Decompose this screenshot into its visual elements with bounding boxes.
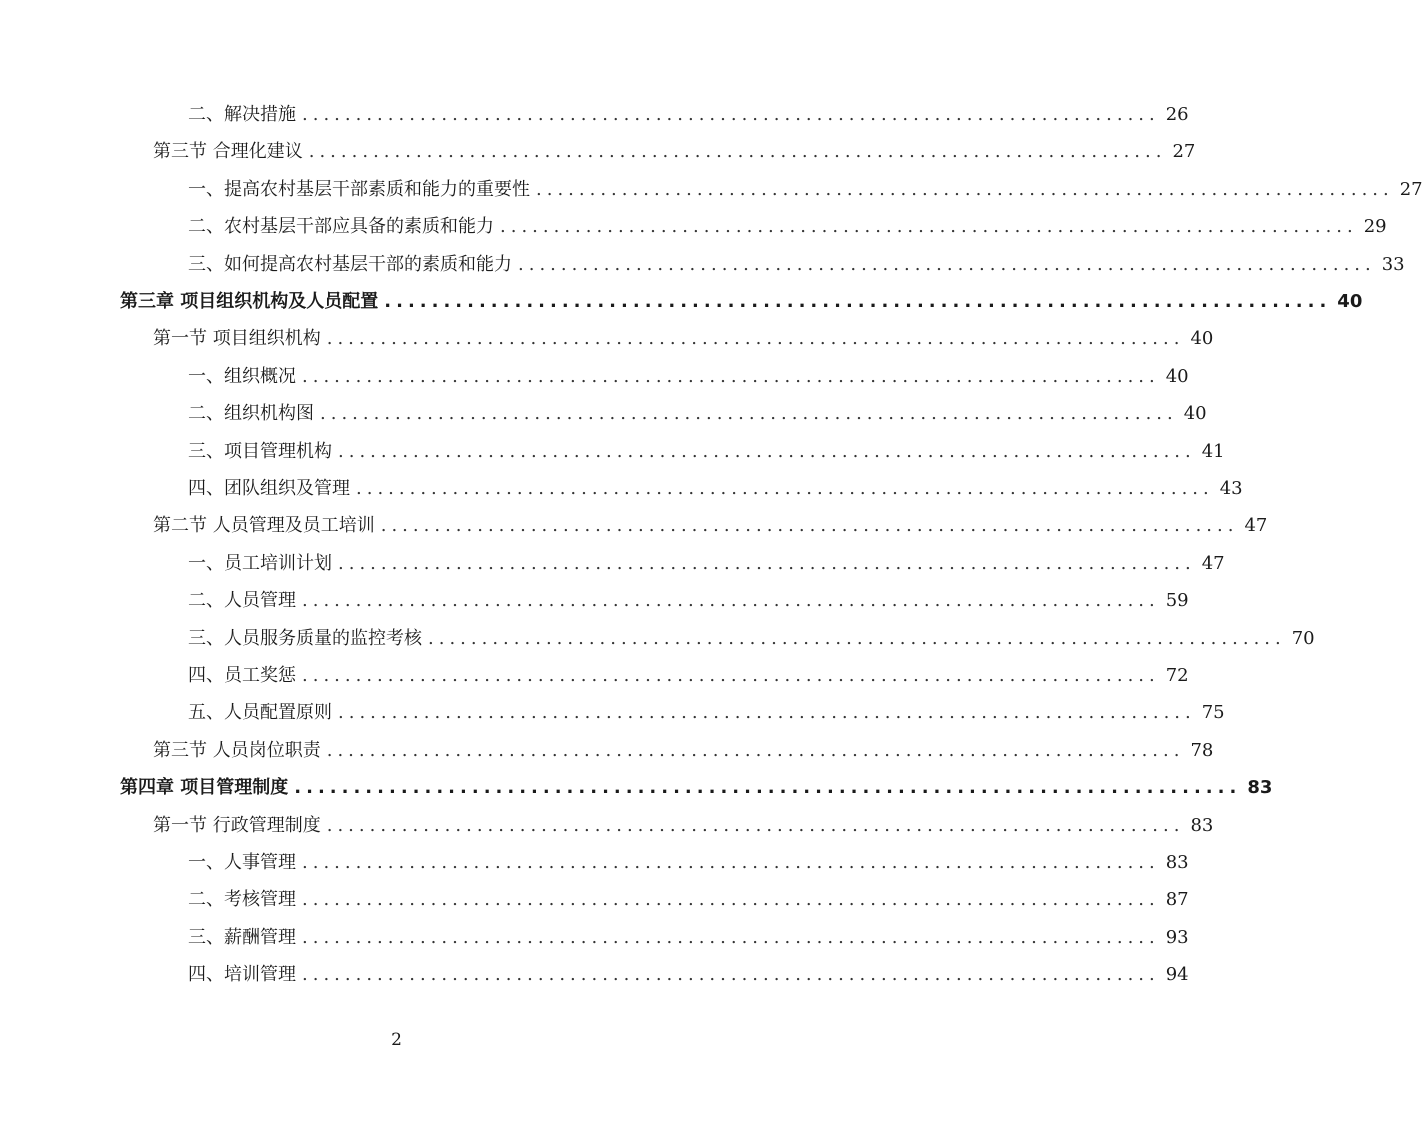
toc-dot-leader: ................................................................................ (326, 739, 1185, 761)
toc-dot-leader: ................................................................................ (428, 627, 1286, 649)
toc-item-entry[interactable] (188, 661, 1189, 691)
toc-section-entry[interactable] (153, 736, 1214, 766)
toc-dot-leader: ................................................................................ (302, 964, 1160, 986)
toc-page-number: 27 (1399, 178, 1423, 200)
toc-entry-label: 一、人事管理 (188, 852, 296, 873)
toc-page-number: 83 (1165, 852, 1189, 873)
toc-page-number: 70 (1291, 627, 1315, 649)
toc-item-entry[interactable] (188, 175, 1423, 205)
toc-entry-label: 一、组织概况 (188, 365, 296, 387)
toc-dot-leader: ................................................................................ (302, 852, 1160, 873)
toc-dot-leader: ................................................................................ (326, 328, 1185, 350)
toc-entry-label: 第三节 合理化建议 (153, 141, 303, 163)
toc-page-number: 83 (1190, 814, 1214, 836)
toc-dot-leader: ................................................................................ (338, 552, 1196, 574)
toc-page-number: 33 (1381, 253, 1405, 275)
toc-item-entry[interactable] (188, 362, 1189, 392)
toc-item-entry[interactable] (188, 624, 1315, 654)
page-number: 2 (391, 1030, 402, 1050)
toc-item-entry[interactable] (188, 474, 1243, 504)
toc-dot-leader: ................................................................................ (338, 702, 1196, 724)
toc-item-entry[interactable] (188, 848, 1189, 878)
toc-dot-leader: ................................................................................ (380, 515, 1239, 537)
toc-page-number: 26 (1165, 104, 1189, 125)
toc-chapter-entry[interactable] (120, 287, 1363, 317)
toc-item-entry[interactable] (188, 549, 1225, 579)
toc-dot-leader: ................................................................................ (308, 141, 1167, 163)
toc-entry-label: 二、解决措施 (188, 104, 296, 125)
toc-dot-leader: ................................................................................ (536, 178, 1394, 200)
toc-page-number: 40 (1165, 365, 1189, 387)
toc-entry-label: 一、提高农村基层干部素质和能力的重要性 (188, 178, 530, 200)
toc-entry-label: 二、农村基层干部应具备的素质和能力 (188, 216, 494, 238)
toc-entry-label: 三、人员服务质量的监控考核 (188, 627, 422, 649)
toc-page-number: 87 (1165, 889, 1189, 911)
toc-item-entry[interactable] (188, 960, 1189, 990)
toc-dot-leader: ................................................................................ (294, 777, 1242, 799)
toc-page-number: 41 (1201, 440, 1225, 462)
toc-dot-leader: ................................................................................ (302, 365, 1160, 387)
toc-dot-leader: ................................................................................ (302, 889, 1160, 911)
toc-dot-leader: ................................................................................ (320, 403, 1178, 425)
toc-dot-leader: ................................................................................ (500, 216, 1358, 238)
toc-entry-label: 第一节 行政管理制度 (153, 814, 321, 836)
toc-dot-leader: ................................................................................ (302, 590, 1160, 612)
toc-page-number: 83 (1247, 777, 1273, 799)
toc-entry-label: 三、薪酬管理 (188, 926, 296, 948)
toc-dot-leader: ................................................................................ (302, 665, 1160, 686)
toc-page-number: 47 (1201, 552, 1225, 574)
toc-entry-label: 第二节 人员管理及员工培训 (153, 515, 375, 537)
toc-section-entry[interactable] (153, 811, 1214, 841)
toc-page-number: 93 (1165, 926, 1189, 948)
toc-entry-label: 二、组织机构图 (188, 403, 314, 425)
toc-section-entry[interactable] (153, 137, 1196, 167)
toc-item-entry[interactable] (188, 250, 1405, 280)
toc-page-number: 78 (1190, 739, 1214, 761)
toc-dot-leader: ................................................................................ (356, 478, 1214, 499)
toc-entry-label: 第三节 人员岗位职责 (153, 739, 321, 761)
toc-entry-label: 二、人员管理 (188, 590, 296, 612)
toc-page-number: 94 (1165, 964, 1189, 986)
toc-dot-leader: ................................................................................ (302, 104, 1160, 125)
toc-item-entry[interactable] (188, 437, 1225, 467)
toc-page-number: 40 (1337, 291, 1363, 312)
toc-page-number: 27 (1172, 141, 1196, 163)
toc-dot-leader: ................................................................................ (384, 291, 1332, 312)
toc-entry-label: 第四章 项目管理制度 (120, 777, 289, 799)
toc-entry-label: 第三章 项目组织机构及人员配置 (120, 291, 379, 312)
toc-entry-label: 四、团队组织及管理 (188, 478, 350, 499)
toc-page-number: 43 (1219, 478, 1243, 499)
toc-page-number: 59 (1165, 590, 1189, 612)
toc-page-number: 29 (1363, 216, 1387, 238)
toc-dot-leader: ................................................................................ (302, 926, 1160, 948)
toc-item-entry[interactable] (188, 212, 1387, 242)
toc-dot-leader: ................................................................................ (518, 253, 1376, 275)
toc-entry-label: 三、如何提高农村基层干部的素质和能力 (188, 253, 512, 275)
toc-page-number: 47 (1244, 515, 1268, 537)
toc-page-number: 75 (1201, 702, 1225, 724)
toc-page-number: 40 (1190, 328, 1214, 350)
toc-page-number: 72 (1165, 665, 1189, 686)
toc-item-entry[interactable] (188, 885, 1189, 915)
toc-entry-label: 第一节 项目组织机构 (153, 328, 321, 350)
toc-item-entry[interactable] (188, 586, 1189, 616)
toc-entry-label: 三、项目管理机构 (188, 440, 332, 462)
toc-entry-label: 二、考核管理 (188, 889, 296, 911)
toc-item-entry[interactable] (188, 923, 1189, 953)
toc-entry-label: 一、员工培训计划 (188, 552, 332, 574)
toc-dot-leader: ................................................................................ (326, 814, 1185, 836)
toc-section-entry[interactable] (153, 511, 1268, 541)
toc-entry-label: 四、员工奖惩 (188, 665, 296, 686)
toc-chapter-entry[interactable] (120, 773, 1273, 803)
toc-item-entry[interactable] (188, 399, 1207, 429)
toc-entry-label: 五、人员配置原则 (188, 702, 332, 724)
toc-page-number: 40 (1183, 403, 1207, 425)
toc-item-entry[interactable] (188, 100, 1189, 130)
toc-section-entry[interactable] (153, 324, 1214, 354)
toc-item-entry[interactable] (188, 698, 1225, 728)
toc-dot-leader: ................................................................................ (338, 440, 1196, 462)
toc-entry-label: 四、培训管理 (188, 964, 296, 986)
